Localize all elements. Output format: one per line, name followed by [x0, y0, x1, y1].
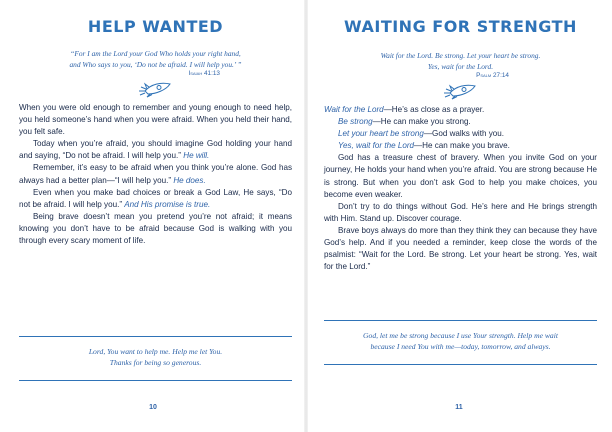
prayer-line: because I need You with me—today, tomorrow, and always.: [370, 342, 551, 351]
emphasis-text: Let your heart be strong: [338, 129, 424, 139]
paragraph: [324, 116, 597, 128]
page-number: 10: [149, 404, 157, 411]
scripture-reference: Psalm 27:14: [476, 72, 509, 79]
paragraph: [324, 104, 597, 116]
paragraph: [19, 187, 292, 211]
page-title: HELP WANTED: [87, 17, 224, 36]
paragraph-text: Today when you’re afraid, you should imagine God holding your hand and saying, “Do not be afraid. I will help you.”: [19, 139, 292, 161]
page-number: 11: [455, 404, 463, 411]
paragraph: [324, 140, 597, 152]
paragraph-text: Remember, it’s easy to be afraid when you think you’re alone. God has always had a better plan—“I will help you.”: [19, 163, 292, 185]
paragraph-text: Even when you make bad choices or break a God Law, He says, “Do not be afraid. I will help you.”: [19, 187, 292, 209]
prayer-line: Lord, You want to help me. Help me let You.: [88, 347, 223, 356]
paragraph: Brave boys always do more than they think they can because they have God’s help. And if you needed a reminder, keep close the words of the psalmist: “Wait for the Lord. Be strong. Let your heart be strong. Yes, wait for the Lord.”: [324, 225, 597, 272]
emphasis-text: Be strong: [338, 117, 373, 127]
scripture-line: “For I am the Lord your God Who holds your right hand,: [70, 49, 241, 58]
prayer-box: [324, 320, 597, 365]
rocket-icon: [442, 81, 480, 100]
paragraph: God has a treasure chest of bravery. When you invite God on your journey, He holds your hand when you’re afraid. You are strong because He is strong. But when you don’t ask God to help you make choices, you become even weaker.: [324, 153, 597, 199]
scripture-reference: Isaiah 41:13: [188, 70, 220, 77]
emphasis-text: And His promise is true.: [124, 199, 211, 209]
emphasis-text: He will.: [183, 151, 210, 161]
paragraph: [324, 128, 597, 140]
paragraph: When you were old enough to remember and young enough to need help, you held someone’s hand when you were afraid. When you held their hand, you felt safe.: [19, 103, 292, 137]
scripture-quote: [324, 51, 597, 72]
prayer-line: Thanks for being so generous.: [109, 358, 202, 367]
prayer-box: [19, 336, 292, 381]
page-title: WAITING FOR STRENGTH: [344, 17, 577, 36]
body-text: [324, 104, 597, 273]
emphasis-text: Yes, wait for the Lord: [338, 141, 415, 151]
paragraph: Being brave doesn’t mean you pretend you’re not afraid; it means knowing you don’t have to be afraid because God is walking with you through every scary moment of life.: [19, 211, 292, 246]
scripture-quote: [19, 49, 292, 70]
body-text: [19, 102, 292, 247]
paragraph-text: —He’s as close as a prayer.: [383, 105, 485, 114]
paragraph-text: —He can make you brave.: [414, 141, 510, 151]
scripture-line: Yes, wait for the Lord.: [427, 61, 494, 71]
emphasis-text: Wait for the Lord: [324, 105, 384, 114]
rocket-icon: [137, 79, 175, 98]
scripture-line: and Who says to you, ‘Do not be afraid. I will help you.’ ”: [69, 59, 242, 69]
paragraph: [19, 138, 292, 162]
right-page: [306, 0, 612, 432]
scripture-line: Wait for the Lord. Be strong. Let your heart be strong.: [380, 51, 541, 60]
paragraph: [19, 162, 292, 186]
paragraph: Don’t try to do things without God. He’s here and He brings strength with Him. Stand up. Discover courage.: [324, 201, 597, 223]
prayer-line: God, let me be strong because I use Your strength. Help me wait: [363, 331, 558, 340]
paragraph-text: —God walks with you.: [423, 129, 505, 139]
paragraph-text: —He can make you strong.: [372, 117, 471, 127]
emphasis-text: He does.: [173, 175, 206, 185]
